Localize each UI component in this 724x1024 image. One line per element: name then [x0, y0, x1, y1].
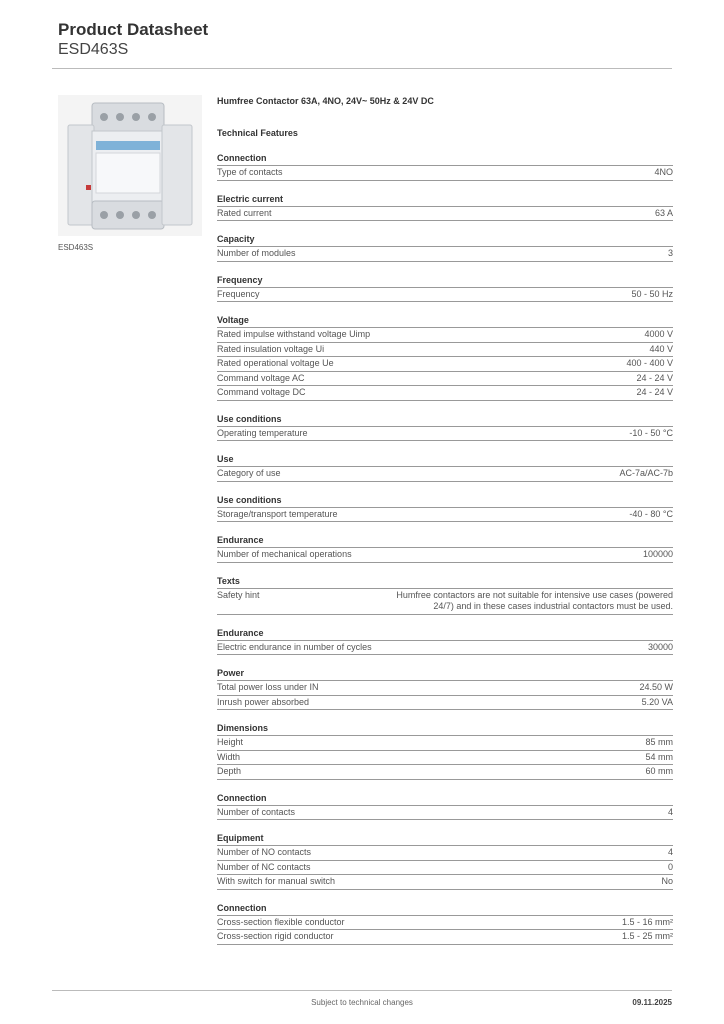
spec-value: 5.20 VA [641, 696, 673, 707]
section-use-conditions [217, 412, 673, 442]
spec-value: AC-7a/AC-7b [619, 468, 673, 478]
section-voltage [217, 313, 673, 401]
section-title: Use [217, 452, 673, 467]
spec-row [217, 846, 673, 861]
spec-label: Frequency [217, 288, 260, 299]
spec-value: 50 - 50 Hz [631, 288, 673, 299]
spec-value: 100000 [642, 549, 673, 559]
section-title: Use conditions [217, 493, 673, 508]
spec-label: Command voltage AC [217, 372, 305, 383]
spec-row [217, 930, 673, 945]
section-title: Texts [217, 574, 673, 589]
technical-features-heading: Technical Features [217, 128, 298, 138]
spec-value: 30000 [647, 641, 673, 652]
spec-row [217, 207, 673, 222]
spec-value: 24 - 24 V [636, 387, 673, 397]
section-title: Endurance [217, 626, 673, 641]
spec-row [217, 467, 673, 482]
section-use-conditions-storage [217, 493, 673, 523]
spec-label: Number of NC contacts [217, 861, 311, 872]
spec-row [217, 427, 673, 442]
spec-value: 63 A [654, 207, 673, 218]
section-title: Endurance [217, 533, 673, 548]
spec-value: 4NO [654, 167, 673, 177]
footer-divider [52, 990, 672, 991]
section-endurance-mechanical [217, 533, 673, 563]
spec-value: 1.5 - 25 mm² [621, 931, 673, 941]
spec-row [217, 328, 673, 343]
spec-label: Rated current [217, 207, 272, 218]
spec-value: 4000 V [644, 329, 673, 339]
section-capacity [217, 232, 673, 262]
spec-label: Rated insulation voltage Ui [217, 343, 325, 354]
spec-row [217, 736, 673, 751]
spec-label: Rated operational voltage Ue [217, 358, 334, 368]
section-power [217, 666, 673, 710]
section-endurance-electric [217, 626, 673, 656]
spec-row [217, 372, 673, 387]
spec-row [217, 751, 673, 766]
spec-label: Operating temperature [217, 427, 308, 438]
section-title: Electric current [217, 192, 673, 207]
spec-label: Inrush power absorbed [217, 696, 310, 707]
section-connection-contacts [217, 791, 673, 821]
spec-value: 1.5 - 16 mm² [621, 916, 673, 927]
section-title: Voltage [217, 313, 673, 328]
spec-label: Electric endurance in number of cycles [217, 641, 372, 652]
spec-label: Width [217, 751, 241, 762]
spec-value: 440 V [649, 343, 673, 354]
header-divider [52, 68, 672, 69]
spec-label: Type of contacts [217, 167, 283, 177]
section-equipment [217, 831, 673, 890]
spec-row [217, 696, 673, 711]
product-code: ESD463S [58, 41, 129, 58]
page-title: Product Datasheet [58, 20, 209, 39]
section-connection [217, 151, 673, 181]
section-electric-current [217, 192, 673, 222]
page-header [58, 20, 208, 59]
spec-label: Cross-section flexible conductor [217, 916, 345, 927]
spec-label: Cross-section rigid conductor [217, 931, 334, 941]
spec-label: Command voltage DC [217, 387, 306, 397]
datasheet-content [217, 93, 673, 945]
spec-row [217, 916, 673, 931]
spec-value: -10 - 50 °C [629, 427, 673, 438]
spec-row [217, 875, 673, 890]
safety-hint-text: Humfree contactors are not suitable for intensive use cases (powered 24/7) and in these cases industrial contactors must be used. [396, 589, 673, 611]
spec-value: 85 mm [645, 737, 673, 747]
section-title: Power [217, 666, 673, 681]
spec-label: Depth [217, 766, 242, 776]
spec-row [217, 806, 673, 821]
spec-row [217, 343, 673, 358]
section-dimensions [217, 721, 673, 780]
spec-value: 400 - 400 V [626, 358, 673, 368]
spec-row [217, 641, 673, 656]
section-title: Frequency [217, 273, 673, 288]
spec-row [217, 386, 673, 401]
spec-row [217, 247, 673, 262]
spec-row [217, 765, 673, 780]
spec-value: 3 [667, 248, 673, 258]
spec-row [217, 589, 673, 615]
spec-label: Safety hint [217, 589, 260, 600]
spec-value: 24 - 24 V [636, 372, 673, 383]
spec-label: With switch for manual switch [217, 876, 336, 886]
spec-value: 60 mm [645, 766, 673, 776]
product-image [58, 95, 202, 236]
section-title: Connection [217, 901, 673, 916]
spec-value: 24.50 W [639, 682, 673, 692]
section-title: Connection [217, 791, 673, 806]
spec-value: 54 mm [645, 751, 673, 762]
spec-label: Category of use [217, 468, 281, 478]
image-caption: ESD463S [58, 243, 94, 252]
spec-value: 0 [667, 861, 673, 872]
spec-row [217, 357, 673, 372]
spec-label: Number of contacts [217, 806, 296, 817]
spec-value: 4 [667, 806, 673, 817]
spec-value: No [661, 876, 673, 886]
footer-date: 09.11.2025 [632, 998, 672, 1007]
spec-value: 4 [667, 847, 673, 857]
spec-label: Number of NO contacts [217, 847, 312, 857]
section-title: Use conditions [217, 412, 673, 427]
footer-note: Subject to technical changes [311, 998, 413, 1007]
section-frequency [217, 273, 673, 303]
section-title: Capacity [217, 232, 673, 247]
section-title: Dimensions [217, 721, 673, 736]
spec-row [217, 861, 673, 876]
product-title: Humfree Contactor 63A, 4NO, 24V~ 50Hz & 24V DC [217, 96, 434, 106]
section-connection-cross-section [217, 901, 673, 945]
spec-row [217, 508, 673, 523]
spec-label: Height [217, 737, 244, 747]
spec-label: Storage/transport temperature [217, 508, 338, 519]
spec-label: Number of mechanical operations [217, 549, 352, 559]
section-texts [217, 574, 673, 615]
spec-label: Number of modules [217, 248, 296, 258]
spec-row [217, 548, 673, 563]
contactor-illustration [58, 95, 202, 236]
spec-row [217, 681, 673, 696]
spec-row [217, 288, 673, 303]
section-title: Connection [217, 151, 673, 166]
spec-label: Total power loss under IN [217, 682, 319, 692]
section-title: Equipment [217, 831, 673, 846]
spec-value: -40 - 80 °C [629, 508, 673, 519]
spec-row [217, 166, 673, 181]
section-use [217, 452, 673, 482]
spec-label: Rated impulse withstand voltage Uimp [217, 329, 371, 339]
